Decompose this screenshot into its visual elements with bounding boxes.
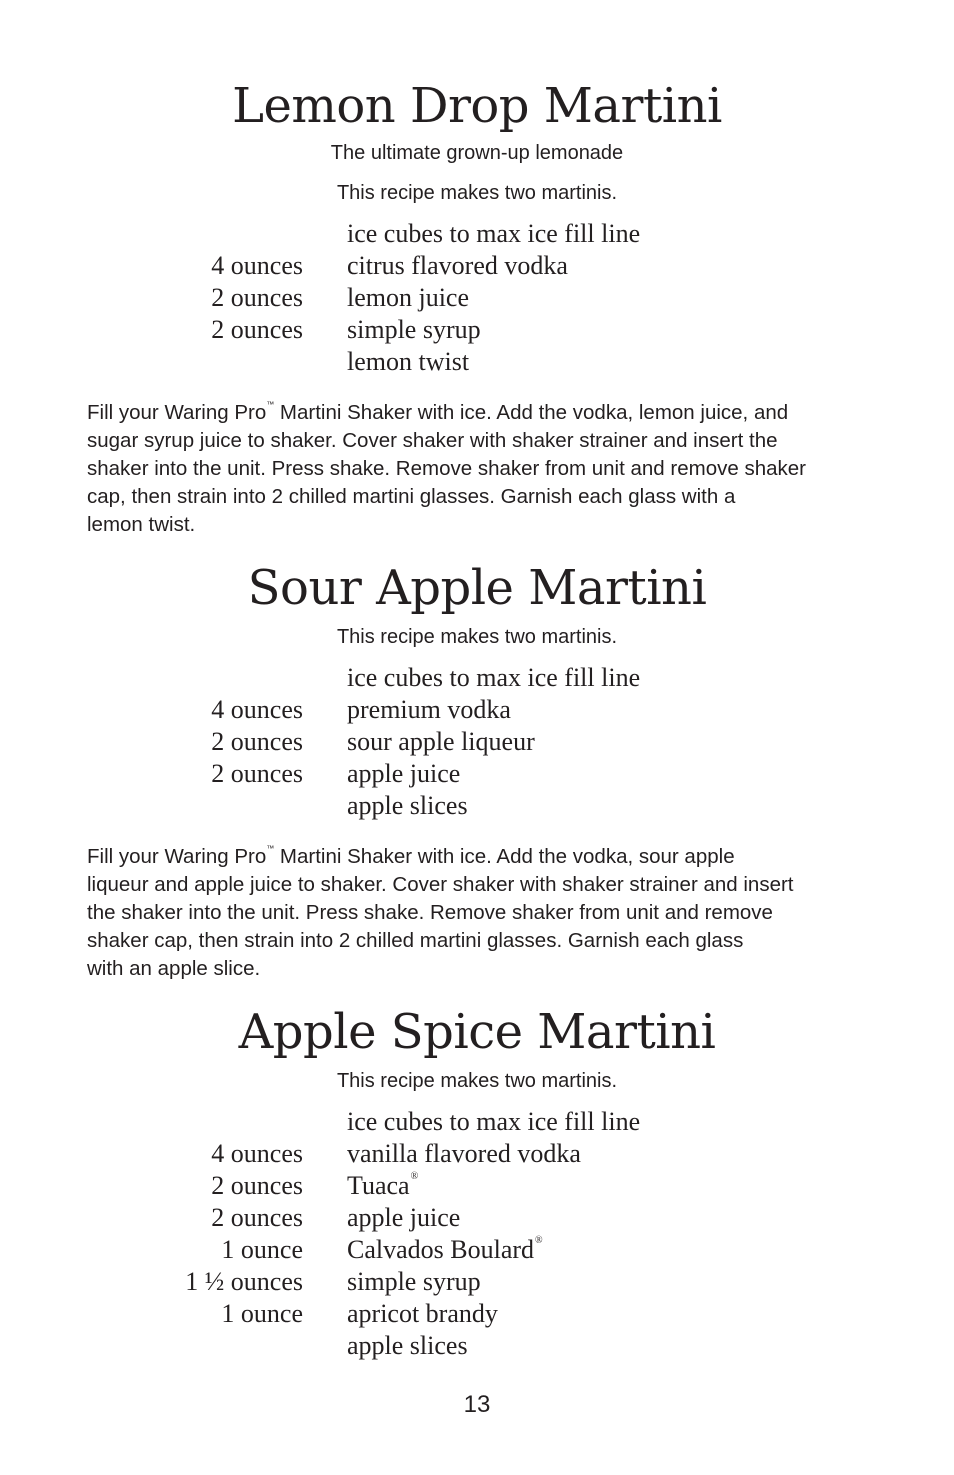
instructions-line: lemon twist. xyxy=(87,513,196,536)
recipe-title: Sour Apple Martini xyxy=(247,560,707,616)
trademark-mark: ™ xyxy=(266,400,275,409)
ingredient-name: Calvados Boulard® xyxy=(347,1235,543,1264)
recipe-yield: This recipe makes two martinis. xyxy=(336,626,618,648)
ingredient-qty: 4 ounces xyxy=(211,695,303,724)
ingredient-name: ice cubes to max ice fill line xyxy=(347,219,641,248)
ingredient-qty: 1 ½ ounces xyxy=(185,1267,303,1296)
ingredient-row xyxy=(0,1170,954,1202)
page-number: 13 xyxy=(463,1391,491,1418)
ingredient-name: apricot brandy xyxy=(347,1299,498,1328)
ingredient-qty: 4 ounces xyxy=(211,251,303,280)
instructions-line: Fill your Waring Pro™ Martini Shaker with ice. Add the vodka, sour apple xyxy=(87,844,735,868)
ingredient-row xyxy=(0,694,954,726)
ingredient-qty: 2 ounces xyxy=(211,1203,303,1232)
ingredient-row xyxy=(0,346,954,378)
recipe-yield: This recipe makes two martinis. xyxy=(336,182,618,204)
ingredient-qty: 1 ounce xyxy=(221,1299,303,1328)
recipe-tagline: The ultimate grown-up lemonade xyxy=(330,142,624,164)
ingredient-name: vanilla flavored vodka xyxy=(347,1139,581,1168)
ingredient-row xyxy=(0,1106,954,1138)
ingredient-row xyxy=(0,662,954,694)
instructions-line: sugar syrup juice to shaker. Cover shaker with shaker strainer and insert the xyxy=(87,429,778,452)
recipe-instructions xyxy=(87,843,877,983)
ingredient-row xyxy=(0,250,954,282)
recipe-title: Apple Spice Martini xyxy=(238,1004,716,1060)
ingredient-row xyxy=(0,282,954,314)
instructions-line: with an apple slice. xyxy=(87,957,261,980)
recipe-yield: This recipe makes two martinis. xyxy=(336,1070,618,1092)
instructions-line: Fill your Waring Pro™ Martini Shaker with ice. Add the vodka, lemon juice, and xyxy=(87,400,789,424)
instructions-line: shaker cap, then strain into 2 chilled martini glasses. Garnish each glass xyxy=(87,929,744,952)
registered-mark: ® xyxy=(410,1171,419,1182)
ingredient-name: lemon twist xyxy=(347,347,470,376)
ingredient-name: simple syrup xyxy=(347,315,481,344)
ingredient-name: ice cubes to max ice fill line xyxy=(347,1107,641,1136)
recipe-title: Lemon Drop Martini xyxy=(232,78,722,134)
instructions-line: liqueur and apple juice to shaker. Cover shaker with shaker strainer and insert xyxy=(87,873,794,896)
ingredient-row xyxy=(0,1298,954,1330)
ingredient-qty: 2 ounces xyxy=(211,759,303,788)
ingredient-row xyxy=(0,1234,954,1266)
ingredient-name: apple slices xyxy=(347,791,468,820)
ingredient-qty: 2 ounces xyxy=(211,727,303,756)
ingredient-list xyxy=(0,662,954,822)
ingredient-qty: 2 ounces xyxy=(211,283,303,312)
registered-mark: ® xyxy=(535,1235,543,1246)
ingredient-row xyxy=(0,726,954,758)
ingredient-name: premium vodka xyxy=(347,695,511,724)
instructions-line: cap, then strain into 2 chilled martini glasses. Garnish each glass with a xyxy=(87,485,736,508)
ingredient-name: apple juice xyxy=(347,759,461,788)
ingredient-name: Tuaca® xyxy=(347,1171,419,1200)
ingredient-row xyxy=(0,1202,954,1234)
instructions-line: the shaker into the unit. Press shake. Remove shaker from unit and remove xyxy=(87,901,773,924)
ingredient-name: apple slices xyxy=(347,1331,468,1360)
ingredient-list xyxy=(0,218,954,378)
ingredient-row xyxy=(0,1330,954,1362)
ingredient-row xyxy=(0,314,954,346)
ingredient-row xyxy=(0,758,954,790)
ingredient-row xyxy=(0,218,954,250)
ingredient-name: simple syrup xyxy=(347,1267,481,1296)
ingredient-qty: 2 ounces xyxy=(211,1171,303,1200)
trademark-mark: ™ xyxy=(266,844,275,853)
instructions-line: shaker into the unit. Press shake. Remove shaker from unit and remove shaker xyxy=(87,457,806,480)
ingredient-name: apple juice xyxy=(347,1203,461,1232)
ingredient-name: ice cubes to max ice fill line xyxy=(347,663,641,692)
ingredient-row xyxy=(0,790,954,822)
ingredient-row xyxy=(0,1266,954,1298)
ingredient-qty: 2 ounces xyxy=(211,315,303,344)
ingredient-qty: 4 ounces xyxy=(211,1139,303,1168)
ingredient-name: sour apple liqueur xyxy=(347,727,535,756)
ingredient-list xyxy=(0,1106,954,1362)
ingredient-name: lemon juice xyxy=(347,283,470,312)
ingredient-row xyxy=(0,1138,954,1170)
recipe-instructions xyxy=(87,399,877,539)
ingredient-name: citrus flavored vodka xyxy=(347,251,568,280)
ingredient-qty: 1 ounce xyxy=(221,1235,303,1264)
